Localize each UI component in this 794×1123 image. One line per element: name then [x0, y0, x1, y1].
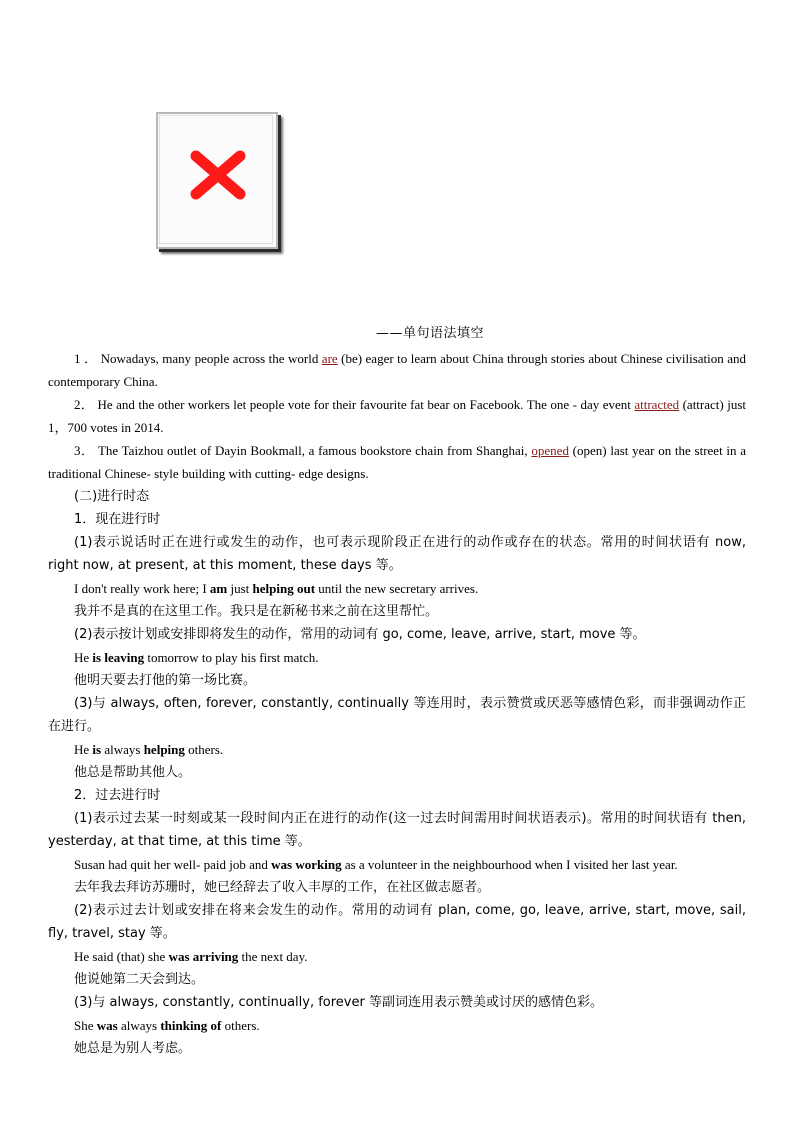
present-progressive-title: 1．现在进行时 — [74, 512, 161, 527]
example-text: the next day. — [238, 949, 308, 964]
document-body — [48, 347, 746, 1060]
present-example-3-translation: 他总是帮助其他人。 — [74, 765, 192, 780]
example-text: others. — [184, 742, 224, 757]
example-bold: is leaving — [92, 650, 145, 665]
example-bold: is — [92, 742, 102, 757]
present-example-1-translation: 我并不是真的在这里工作。我只是在新秘书来之前在这里帮忙。 — [74, 604, 439, 619]
example-text: tomorrow to play his first match. — [144, 650, 319, 665]
exercise-text: Nowadays, many people across the world — [100, 351, 322, 366]
exercise-text: (be) eager to learn about China through stories about Chinese civilisation and contemporary China. — [48, 351, 747, 389]
example-text: He said (that) she — [74, 949, 169, 964]
past-example-2 — [48, 945, 746, 968]
exercise-number: 1 ． — [74, 351, 98, 366]
example-bold: thinking of — [160, 1018, 222, 1033]
past-example-1-translation: 去年我去拜访苏珊时，她已经辞去了收入丰厚的工作，在社区做志愿者。 — [74, 880, 491, 895]
broken-image-icon — [190, 150, 246, 200]
example-text: others. — [221, 1018, 260, 1033]
exercise-number: 3． — [74, 443, 95, 458]
past-rule-3: (3)与 always, constantly, continually, forever 等副词连用表示赞美或讨厌的感情色彩。 — [74, 995, 603, 1010]
past-progressive-title: 2．过去进行时 — [74, 788, 161, 803]
exercise-3 — [48, 439, 746, 485]
example-bold: helping — [143, 742, 185, 757]
example-text: She — [74, 1018, 97, 1033]
exercise-2 — [48, 393, 746, 439]
example-bold: am — [209, 581, 228, 596]
past-example-1 — [48, 853, 746, 876]
section-title: (二)进行时态 — [74, 489, 150, 504]
example-text: He — [74, 742, 93, 757]
exercise-text: He and the other workers let people vote for their favourite fat bear on Facebook. The one - day event — [97, 397, 635, 412]
past-example-2-translation: 他说她第二天会到达。 — [74, 972, 205, 987]
present-example-3 — [48, 738, 746, 761]
exercise-text: The Taizhou outlet of Dayin Bookmall, a famous bookstore chain from Shanghai, — [97, 443, 532, 458]
answer-link[interactable]: attracted — [634, 397, 680, 412]
example-text: Susan had quit her well- paid job and — [74, 857, 272, 872]
exercise-number: 2． — [74, 397, 94, 412]
example-text: as a volunteer in the neighbourhood when I visited her last year. — [341, 857, 678, 872]
example-bold: was — [96, 1018, 118, 1033]
past-rule-2: (2)表示过去计划或安排在将来会发生的动作。常用的动词有 plan, come, go, leave, arrive, start, move, sail, fly, travel, stay 等。 — [48, 903, 746, 941]
past-example-3 — [48, 1014, 746, 1037]
example-text: always — [117, 1018, 161, 1033]
past-rule-1: (1)表示过去某一时刻或某一段时间内正在进行的动作(这一过去时间需用时间状语表示)。常用的时间状语有 then, yesterday, at that time, at this time 等。 — [48, 811, 746, 849]
present-rule-1: (1)表示说话时正在进行或发生的动作，也可表示现阶段正在进行的动作或存在的状态。常用的时间状语有 now, right now, at present, at this moment, these days 等。 — [48, 535, 746, 573]
present-example-2-translation: 他明天要去打他的第一场比赛。 — [74, 673, 257, 688]
exercise-1 — [48, 347, 746, 393]
present-example-1 — [48, 577, 746, 600]
exercise-text: (open) last year on the street in a traditional Chinese- style building with cutting- edge designs. — [48, 443, 747, 481]
exercise-text: (attract) just 1，700 votes in 2014. — [48, 397, 746, 435]
example-bold: was working — [271, 857, 342, 872]
answer-link[interactable]: opened — [531, 443, 569, 458]
present-example-2 — [48, 646, 746, 669]
page-heading: ——单句语法填空 — [376, 326, 485, 341]
example-bold: helping out — [252, 581, 316, 596]
present-rule-3: (3)与 always, often, forever, constantly, continually 等连用时，表示赞赏或厌恶等感情色彩，而非强调动作正在进行。 — [48, 696, 746, 734]
example-text: just — [227, 581, 253, 596]
past-example-3-translation: 她总是为别人考虑。 — [74, 1041, 192, 1056]
example-text: He — [74, 650, 93, 665]
example-bold: was arriving — [168, 949, 239, 964]
example-text: always — [101, 742, 144, 757]
present-rule-2: (2)表示按计划或安排即将发生的动作，常用的动词有 go, come, leave, arrive, start, move 等。 — [74, 627, 646, 642]
answer-link[interactable]: are — [321, 351, 338, 366]
example-text: until the new secretary arrives. — [315, 581, 479, 596]
example-text: I don't really work here; I — [74, 581, 210, 596]
broken-image-placeholder — [156, 112, 284, 255]
